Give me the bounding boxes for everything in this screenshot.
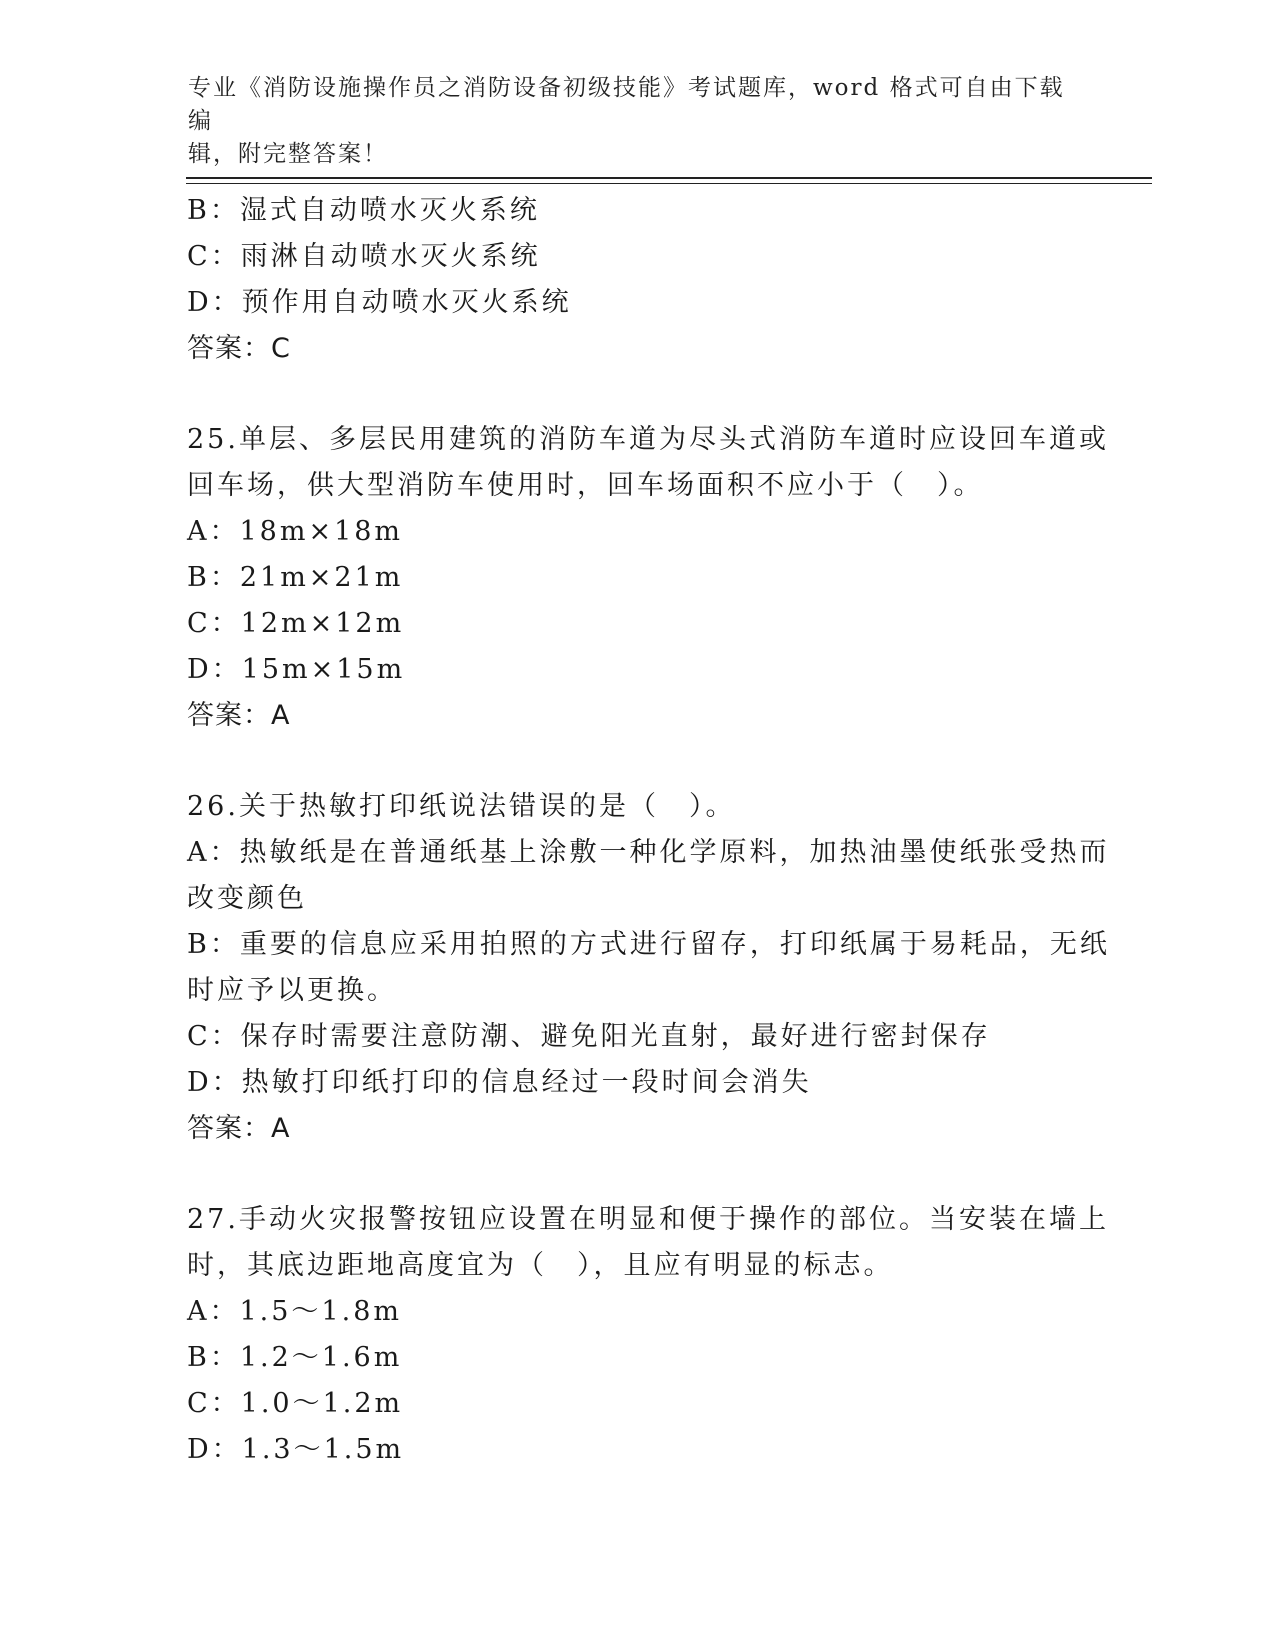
option-a-continued: 改变颜色 <box>187 883 307 914</box>
spacer <box>187 372 1087 417</box>
option-d: D：15m×15m <box>187 654 406 685</box>
option-d: D：热敏打印纸打印的信息经过一段时间会消失 <box>187 1067 812 1098</box>
question-stem-line: 26.关于热敏打印纸说法错误的是（ ）。 <box>187 791 736 822</box>
option-a: A：18m×18m <box>187 516 404 547</box>
option-a: A：热敏纸是在普通纸基上涂敷一种化学原料，加热油墨使纸张受热而 <box>187 837 1110 868</box>
spacer <box>187 739 1087 784</box>
answer-text: 答案：A <box>187 1113 291 1144</box>
question-stem-line: 25.单层、多层民用建筑的消防车道为尽头式消防车道时应设回车道或 <box>187 424 1109 455</box>
question-27 <box>187 1197 1109 1473</box>
answer-text: 答案：A <box>187 700 291 731</box>
option-b-continued: 时应予以更换。 <box>187 975 397 1006</box>
option-a: A：1.5～1.8m <box>187 1296 402 1327</box>
option-b: B：21m×21m <box>187 562 404 593</box>
question-26 <box>187 784 1110 1152</box>
question-stem-line: 回车场，供大型消防车使用时，回车场面积不应小于（ ）。 <box>187 470 984 501</box>
prev-question-block <box>187 188 1087 372</box>
answer-text: 答案：C <box>187 333 291 364</box>
page-header <box>188 72 1088 171</box>
question-stem-line: 27.手动火灾报警按钮应设置在明显和便于操作的部位。当安装在墙上 <box>187 1204 1109 1235</box>
question-content <box>187 188 1110 1473</box>
question-stem-line: 时，其底边距地高度宜为（ ），且应有明显的标志。 <box>187 1250 894 1281</box>
option-c: C：12m×12m <box>187 608 405 639</box>
question-25 <box>187 417 1109 739</box>
option-b: B：湿式自动喷水灭火系统 <box>187 195 540 226</box>
header-line-1: 专业《消防设施操作员之消防设备初级技能》考试题库，word 格式可自由下载编 <box>188 75 1065 134</box>
option-c: C：保存时需要注意防潮、避免阳光直射，最好进行密封保存 <box>187 1021 991 1052</box>
option-d: D：1.3～1.5m <box>187 1434 405 1465</box>
option-c: C：1.0～1.2m <box>187 1388 404 1419</box>
option-c: C：雨淋自动喷水灭火系统 <box>187 241 541 272</box>
spacer <box>187 1152 1087 1197</box>
header-rule-thick <box>186 177 1152 179</box>
option-b: B：重要的信息应采用拍照的方式进行留存，打印纸属于易耗品，无纸 <box>187 929 1110 960</box>
option-b: B：1.2～1.6m <box>187 1342 403 1373</box>
option-d: D：预作用自动喷水灭火系统 <box>187 287 572 318</box>
header-rule-thin <box>186 183 1152 184</box>
header-line-2: 辑，附完整答案！ <box>188 141 388 167</box>
